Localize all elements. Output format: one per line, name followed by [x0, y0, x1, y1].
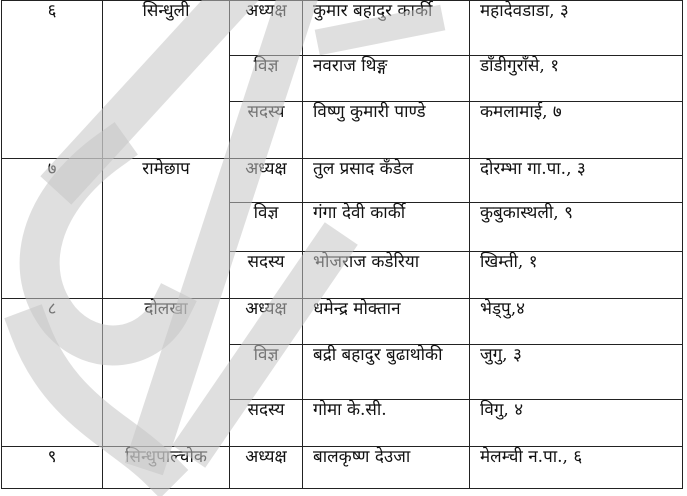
post-cell: विज्ञ [230, 56, 303, 102]
address-cell: खिम्ती, १ [470, 252, 683, 299]
district-cell: दोलखा [103, 299, 230, 447]
name-cell: गोमा के.सी. [303, 400, 470, 447]
table-row [2, 447, 683, 489]
address-cell: भेड्पु,४ [470, 299, 683, 345]
address-cell: जुगु, ३ [470, 345, 683, 400]
address-cell: मेलम्ची न.पा., ६ [470, 447, 683, 489]
name-cell: धमेन्द्र मोक्तान [303, 299, 470, 345]
district-cell: रामेछाप [103, 159, 230, 299]
district-cell: सिन्धुपाल्चोक [103, 447, 230, 489]
address-cell: महादेवडाडा, ३ [470, 1, 683, 56]
table-row [2, 1, 683, 56]
district-cell: सिन्धुली [103, 1, 230, 159]
post-cell: अध्यक्ष [230, 159, 303, 203]
post-cell: अध्यक्ष [230, 299, 303, 345]
post-cell: सदस्य [230, 102, 303, 159]
table-row [2, 299, 683, 345]
address-cell: दोरम्भा गा.पा., ३ [470, 159, 683, 203]
committee-table [1, 0, 683, 489]
address-cell: कुबुकास्थली, ९ [470, 203, 683, 252]
serial-number-cell: ६ [2, 1, 103, 159]
name-cell: भोजराज कडेरिया [303, 252, 470, 299]
serial-number-cell: ७ [2, 159, 103, 299]
name-cell: नवराज थिङ्ग [303, 56, 470, 102]
name-cell: तुल प्रसाद कँडेल [303, 159, 470, 203]
address-cell: कमलामाई, ७ [470, 102, 683, 159]
post-cell: अध्यक्ष [230, 1, 303, 56]
table-row [2, 159, 683, 203]
post-cell: सदस्य [230, 400, 303, 447]
name-cell: बालकृष्ण देउजा [303, 447, 470, 489]
post-cell: अध्यक्ष [230, 447, 303, 489]
name-cell: विष्णु कुमारी पाण्डे [303, 102, 470, 159]
post-cell: विज्ञ [230, 203, 303, 252]
post-cell: सदस्य [230, 252, 303, 299]
serial-number-cell: ९ [2, 447, 103, 489]
address-cell: विगु, ४ [470, 400, 683, 447]
serial-number-cell: ८ [2, 299, 103, 447]
post-cell: विज्ञ [230, 345, 303, 400]
address-cell: डाँडीगुराँसे, १ [470, 56, 683, 102]
name-cell: कुमार बहादुर कार्की [303, 1, 470, 56]
name-cell: गंगा देवी कार्की [303, 203, 470, 252]
name-cell: बद्री बहादुर बुढाथोकी [303, 345, 470, 400]
